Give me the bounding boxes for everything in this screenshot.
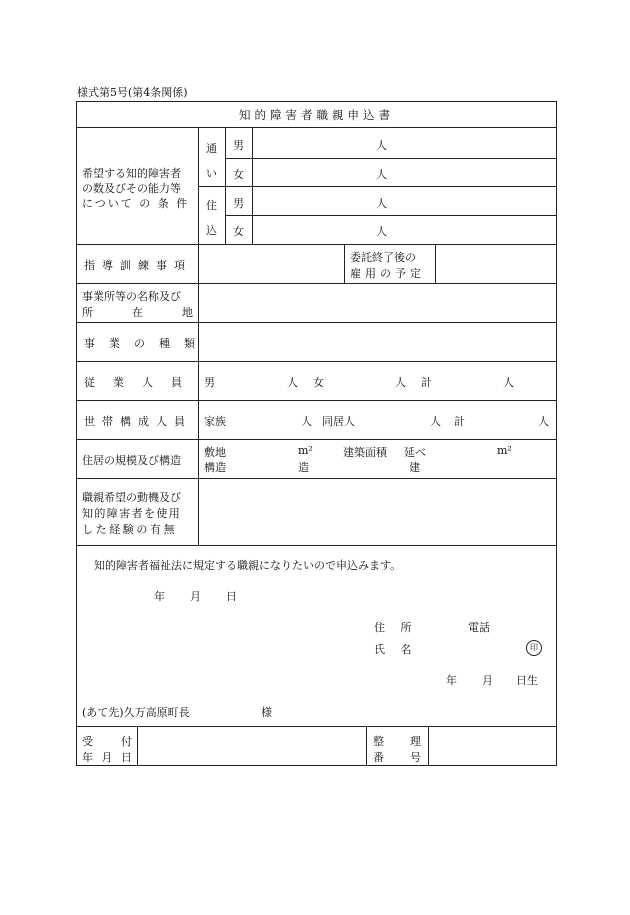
seiri-char-2: 理 xyxy=(410,735,421,748)
conditions-label-line2: の数及びその能力等 xyxy=(82,182,181,195)
conditions-label-line1: 希望する知的障害者 xyxy=(82,167,181,180)
applicant-phone-label: 電話 xyxy=(468,621,490,634)
residence-site: 敷地 xyxy=(204,446,226,459)
livein-male-label: 男 xyxy=(233,197,244,210)
commute-char-2: い xyxy=(206,167,217,180)
livein-female-unit: 人 xyxy=(376,225,387,238)
residence-structure-zou: 造 xyxy=(298,461,309,474)
livein-female-label: 女 xyxy=(233,225,244,238)
applicant-address-label: 住 所 xyxy=(374,621,418,634)
received-date-char-1: 年 xyxy=(82,751,93,764)
motive-label-line1: 職親希望の動機及び xyxy=(82,491,181,504)
residence-building-area: 建築面積 xyxy=(343,446,387,459)
employees-female: 女 xyxy=(313,376,324,389)
form-body xyxy=(76,127,557,766)
residence-label: 住居の規模及び構造 xyxy=(82,454,181,467)
livein-char-2: 込 xyxy=(206,224,217,237)
residence-site-unit: m² xyxy=(298,444,313,457)
received-date-char-3: 日 xyxy=(121,751,132,764)
form-number-label: 様式第5号(第4条関係) xyxy=(77,86,188,99)
employees-male: 男 xyxy=(204,376,215,389)
received-date-char-2: 月 xyxy=(101,751,113,764)
seiri-char-1: 整 xyxy=(373,735,384,748)
received-char-2: 付 xyxy=(121,735,132,748)
application-day: 日 xyxy=(226,590,237,603)
seiri-label-line2 xyxy=(373,749,421,765)
employees-label: 従業人員 xyxy=(84,376,200,389)
form-title: 知的障害者職親申込書 xyxy=(76,101,557,128)
addressee: (あて先)久万高原町長 xyxy=(82,706,190,719)
after-contract-label-line1: 委託終了後の xyxy=(350,251,416,264)
guidance-label: 指導訓練事項 xyxy=(84,259,192,272)
office-label-char-1: 所 xyxy=(82,306,93,319)
commute-female-unit: 人 xyxy=(376,168,387,181)
application-month: 月 xyxy=(190,590,201,603)
employees-male-unit: 人 xyxy=(287,376,298,389)
received-char-1: 受 xyxy=(82,735,93,748)
office-label-line1: 事業所等の名称及び xyxy=(82,290,181,303)
birth-year: 年 xyxy=(446,674,457,687)
commute-male-unit: 人 xyxy=(376,139,387,152)
after-contract-label-line2: 雇用の予定 xyxy=(350,267,425,280)
employees-total: 計 xyxy=(421,376,432,389)
household-label: 世帯構成人員 xyxy=(84,415,192,428)
seiri-label-line1 xyxy=(373,733,421,749)
motive-label-line3: した経験の有無 xyxy=(82,523,178,536)
office-label-char-2: 在 xyxy=(132,306,143,319)
residence-floor-unit: m² xyxy=(497,444,512,457)
business-type-label: 事業の種類 xyxy=(84,337,209,350)
received-label-line2 xyxy=(82,749,132,765)
application-statement: 知的障害者福祉法に規定する職親になりたいので申込みます。 xyxy=(94,559,402,572)
addressee-honorific: 様 xyxy=(261,706,272,719)
seal-mark: 印 xyxy=(526,640,542,656)
office-label-char-3: 地 xyxy=(182,306,193,319)
residence-structure-ken: 建 xyxy=(409,461,420,474)
household-total: 計 xyxy=(454,415,465,428)
commute-char-1: 通 xyxy=(206,142,217,155)
applicant-name-label: 氏 名 xyxy=(374,643,418,656)
employees-total-unit: 人 xyxy=(503,376,514,389)
conditions-label-line3: について の 条 件 xyxy=(82,197,190,210)
motive-label-line2: 知的障害者を使用 xyxy=(82,507,182,520)
residence-structure: 構造 xyxy=(204,461,226,474)
household-cohabitant-unit: 人 xyxy=(430,415,441,428)
household-family-unit: 人 xyxy=(301,415,312,428)
bangou-char-1: 番 xyxy=(373,751,384,764)
livein-char-1: 住 xyxy=(206,199,217,212)
residence-total-floor: 延べ xyxy=(404,446,426,459)
household-cohabitant: 同居人 xyxy=(322,415,355,428)
birth-day: 日生 xyxy=(516,674,538,687)
household-total-unit: 人 xyxy=(538,415,549,428)
livein-male-unit: 人 xyxy=(376,197,387,210)
commute-female-label: 女 xyxy=(233,168,244,181)
received-label-line1 xyxy=(82,733,132,749)
bangou-char-2: 号 xyxy=(410,751,421,764)
employees-female-unit: 人 xyxy=(395,376,406,389)
household-family: 家族 xyxy=(204,415,226,428)
birth-month: 月 xyxy=(482,674,493,687)
application-year: 年 xyxy=(154,590,165,603)
commute-male-label: 男 xyxy=(233,139,244,152)
office-label-line2 xyxy=(82,304,193,320)
